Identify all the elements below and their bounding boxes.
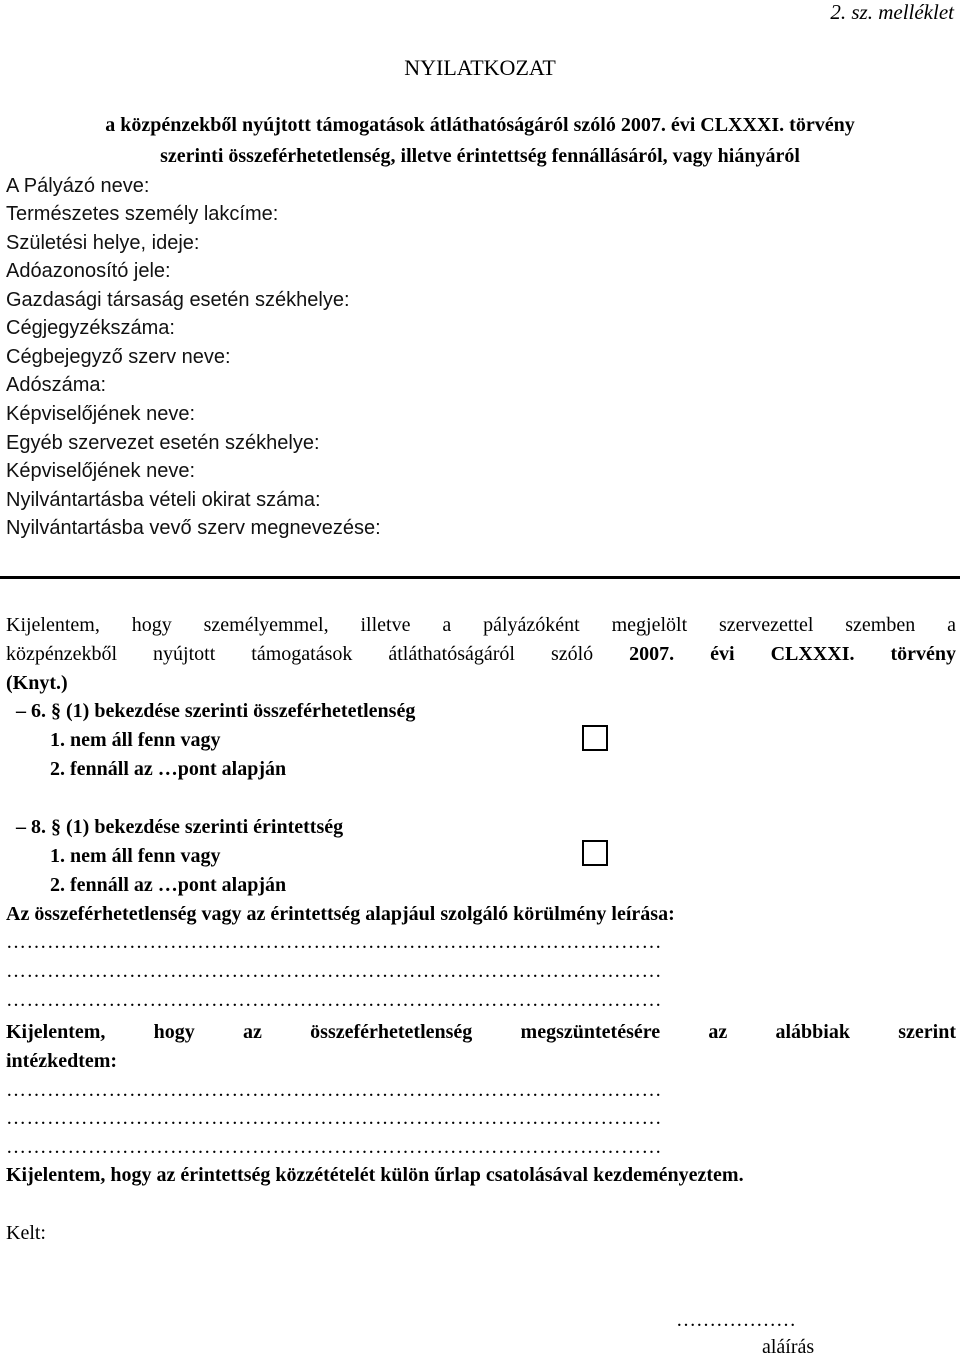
field-registering-body: Nyilvántartásba vevő szerv megnevezése: <box>6 517 381 539</box>
field-other-org-seat: Egyéb szervezet esetén székhelye: <box>6 432 320 454</box>
declaration-line-2-text: közpénzekből nyújtott támogatások átláthatóságáról szóló <box>6 643 594 665</box>
measures-dotted-line-1[interactable]: …………………………………………………………………………………… <box>6 1079 662 1101</box>
signature-dotted-line[interactable]: ……………… <box>676 1309 796 1331</box>
section-8-checkbox[interactable] <box>582 840 608 866</box>
measures-paragraph <box>6 1018 956 1076</box>
circumstance-dotted-line-2[interactable]: …………………………………………………………………………………… <box>6 960 662 982</box>
field-company-seat: Gazdasági társaság esetén székhelye: <box>6 289 350 311</box>
field-registry-court: Cégbejegyző szerv neve: <box>6 346 231 368</box>
section-8-heading: – 8. § (1) bekezdése szerinti érintettség <box>16 816 344 838</box>
declaration-line-2 <box>6 640 956 669</box>
field-other-representative-name: Képviselőjének neve: <box>6 460 196 482</box>
subtitle-line-2: szerinti összeférhetetlenség, illetve érintettség fennállásáról, vagy hiányáról <box>160 145 800 167</box>
document-title: NYILATKOZAT <box>404 55 556 80</box>
section-6-checkbox[interactable] <box>582 725 608 751</box>
declaration-abbreviation: (Knyt.) <box>6 672 68 694</box>
section-6-heading: – 6. § (1) bekezdése szerinti összeférhetetlenség <box>16 700 416 722</box>
section-8-option-1: 1. nem áll fenn vagy <box>50 845 221 867</box>
field-applicant-name: A Pályázó neve: <box>6 175 150 197</box>
field-birth-place-date: Születési helye, ideje: <box>6 232 200 254</box>
subtitle-line-1: a közpénzekből nyújtott támogatások átláthatóságáról szóló 2007. évi CLXXXI. törvény <box>105 114 855 136</box>
declaration-line-1: Kijelentem, hogy személyemmel, illetve a pályázóként megjelölt szervezettel szemben a <box>6 614 956 636</box>
signature-label: aláírás <box>762 1336 815 1358</box>
field-residence: Természetes személy lakcíme: <box>6 203 279 225</box>
section-6-option-1: 1. nem áll fenn vagy <box>50 729 221 751</box>
field-tax-id: Adóazonosító jele: <box>6 260 171 282</box>
annex-label: 2. sz. melléklet <box>830 0 954 24</box>
circumstance-dotted-line-1[interactable]: …………………………………………………………………………………… <box>6 931 662 953</box>
field-registry-number: Cégjegyzékszáma: <box>6 317 175 339</box>
measures-line-1: Kijelentem, hogy az összeférhetetlenség megszüntetésére az alábbiak szerint <box>6 1021 956 1043</box>
field-representative-name: Képviselőjének neve: <box>6 403 196 425</box>
measures-dotted-line-3[interactable]: …………………………………………………………………………………… <box>6 1136 662 1158</box>
measures-line-2: intézkedtem: <box>6 1050 118 1072</box>
circumstance-dotted-line-3[interactable]: …………………………………………………………………………………… <box>6 989 662 1011</box>
separator-rule <box>0 576 960 579</box>
circumstance-label: Az összeférhetetlenség vagy az érintettség alapjául szolgáló körülmény leírása: <box>6 903 675 925</box>
publication-statement: Kijelentem, hogy az érintettség közzétételét külön űrlap csatolásával kezdeményeztem. <box>6 1164 744 1186</box>
declaration-law-reference: 2007. évi CLXXXI. törvény <box>629 643 957 665</box>
declaration-paragraph <box>6 611 956 698</box>
field-registration-document: Nyilvántartásba vételi okirat száma: <box>6 489 321 511</box>
measures-dotted-line-2[interactable]: …………………………………………………………………………………… <box>6 1107 662 1129</box>
section-8-option-2: 2. fennáll az …pont alapján <box>50 874 287 896</box>
section-6-option-2: 2. fennáll az …pont alapján <box>50 758 287 780</box>
field-tax-number: Adószáma: <box>6 374 107 396</box>
kelt-label: Kelt: <box>6 1222 46 1244</box>
